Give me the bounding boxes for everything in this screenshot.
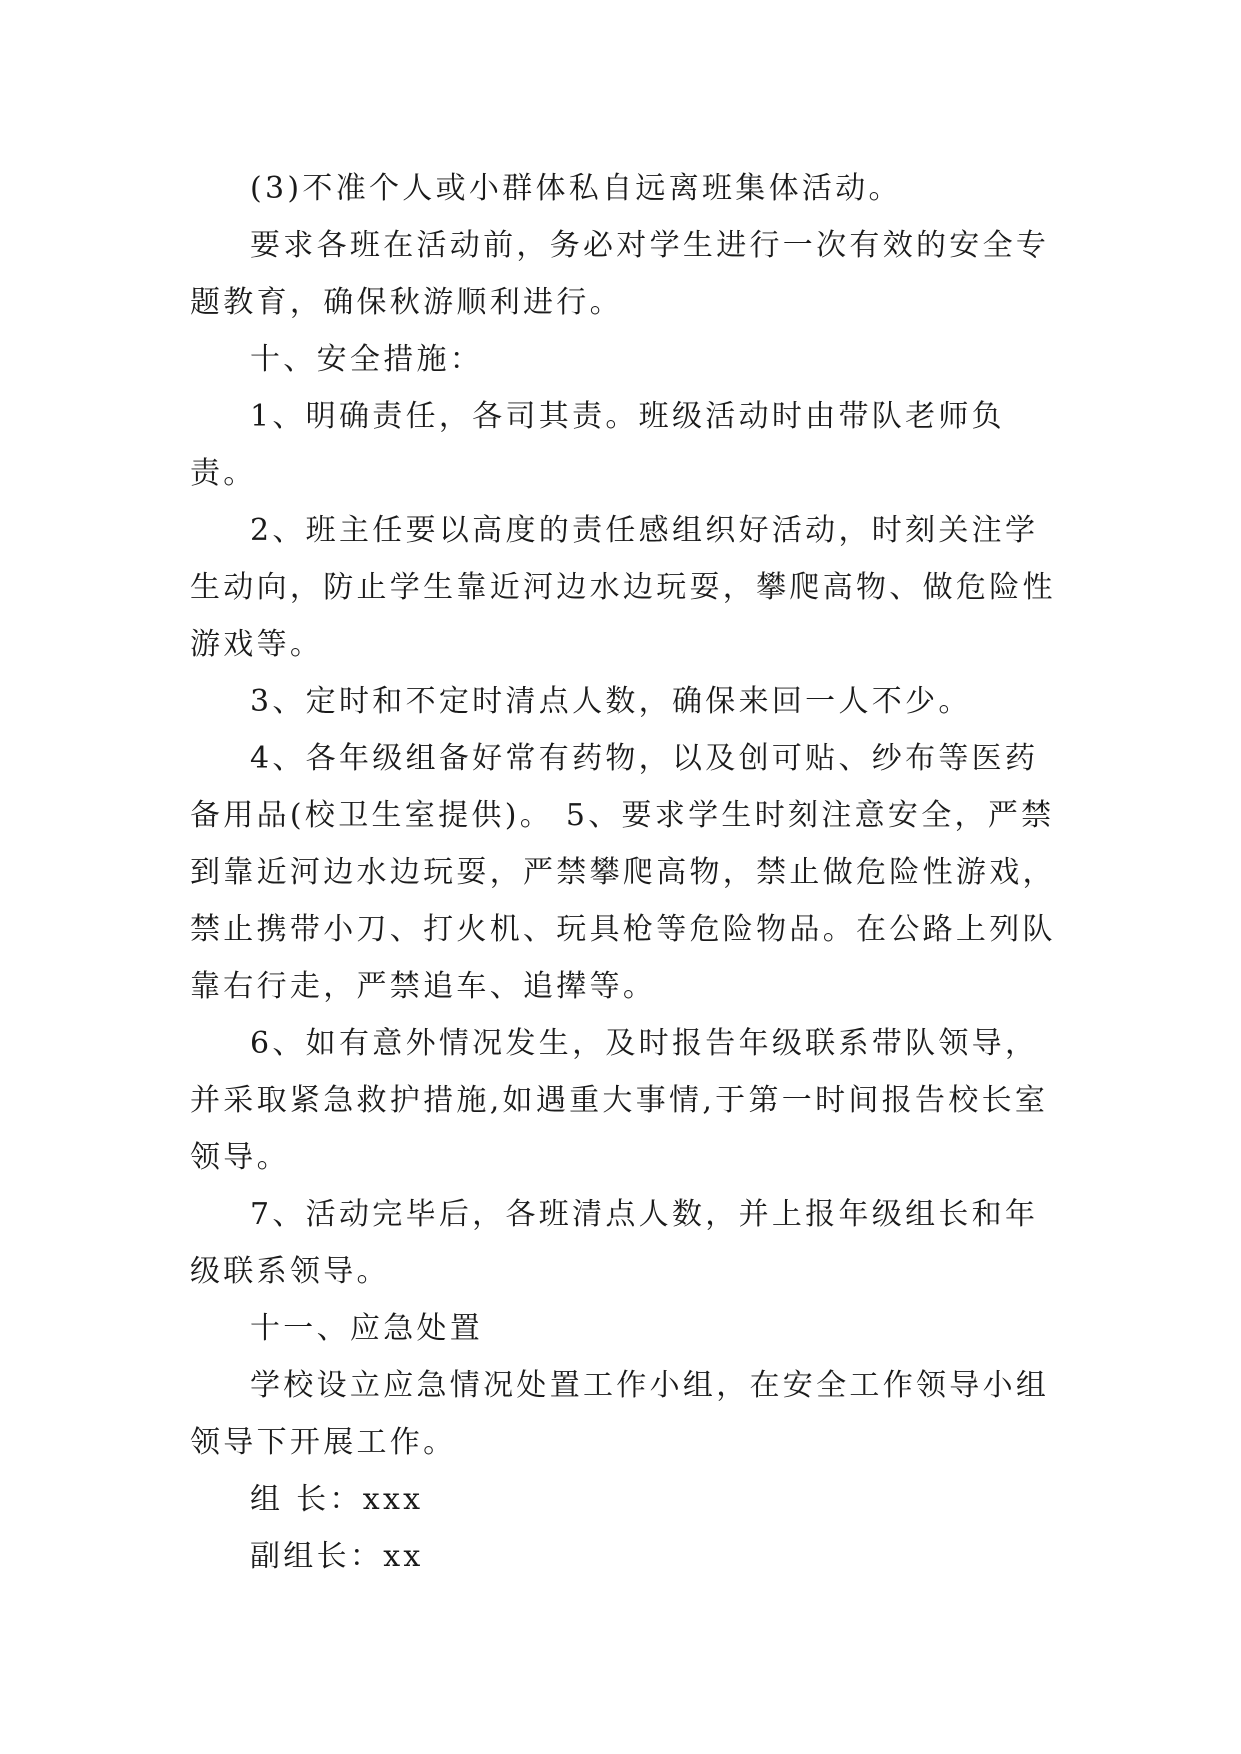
- paragraph-measure-4-5: 4、各年级组备好常有药物，以及创可贴、纱布等医药备用品(校卫生室提供)。 5、要求学生时刻注意安全，严禁到靠近河边水边玩耍，严禁攀爬高物，禁止做危险性游戏，禁止携带小刀、打火机、玩具枪等危险物品。在公路上列队靠右行走，严禁追车、追撵等。: [190, 741, 1056, 1004]
- paragraph-measure-6: 6、如有意外情况发生，及时报告年级联系带队领导，并采取紧急救护措施,如遇重大事情,于第一时间报告校长室领导。: [190, 1026, 1049, 1175]
- paragraph-rule-3: (3)不准个人或小群体私自远离班集体活动。: [250, 171, 902, 206]
- paragraph-measure-1: 1、明确责任，各司其责。班级活动时由带队老师负责。: [190, 399, 1005, 491]
- heading-safety-measures: 十、安全措施：: [250, 342, 484, 377]
- paragraph-safety-education: 要求各班在活动前，务必对学生进行一次有效的安全专题教育，确保秋游顺利进行。: [190, 228, 1050, 320]
- paragraph-measure-7: 7、活动完毕后，各班清点人数，并上报年级组长和年级联系领导。: [190, 1197, 1039, 1289]
- group-leader-line: 组 长：xxx: [250, 1482, 424, 1517]
- deputy-leader-line: 副组长：xx: [250, 1539, 424, 1574]
- paragraph-measure-3: 3、定时和不定时清点人数，确保来回一人不少。: [250, 684, 972, 719]
- document-body: [190, 160, 1056, 1585]
- paragraph-emergency-group: 学校设立应急情况处置工作小组，在安全工作领导小组领导下开展工作。: [190, 1368, 1050, 1460]
- paragraph-measure-2: 2、班主任要以高度的责任感组织好活动，时刻关注学生动向，防止学生靠近河边水边玩耍，攀爬高物、做危险性游戏等。: [190, 513, 1056, 662]
- heading-emergency-response: 十一、应急处置: [250, 1311, 484, 1346]
